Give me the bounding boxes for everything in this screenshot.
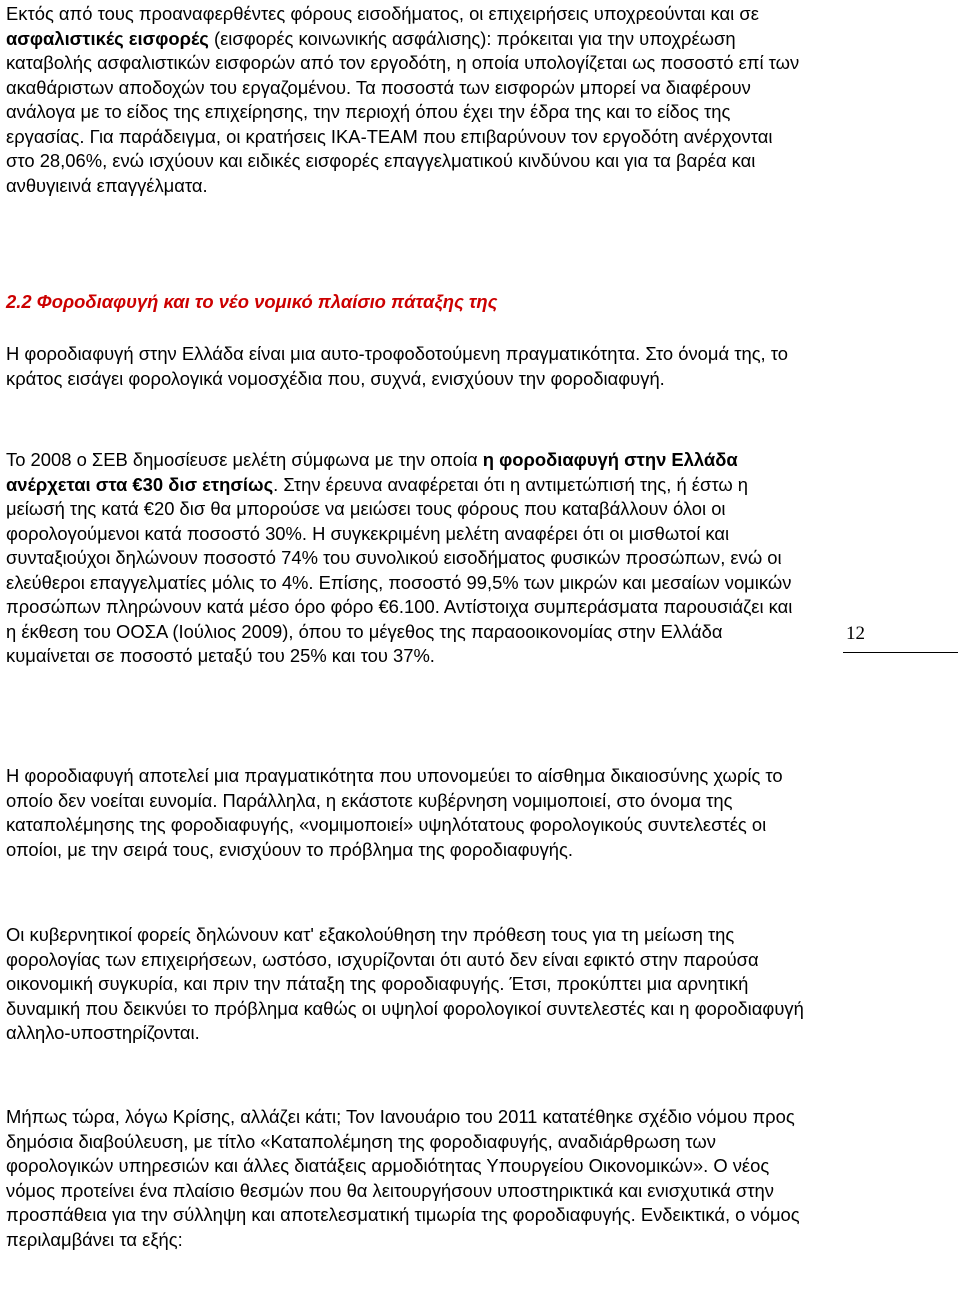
- paragraph-government: Οι κυβερνητικοί φορείς δηλώνουν κατ' εξακολούθηση την πρόθεση τους για τη μείωση της φορολογίας των επιχειρήσεων, ωστόσο, ισχυρίζονται ότι αυτό δεν είναι εφικτό στην παρούσα οικονομική συγκυρία, και πριν την πάταξη της φοροδιαφυγής. Έτσι, προκύπτει μια αρνητική δυναμική που δεικνύει το πρόβλημα καθώς οι υψηλοί φορολογικοί συντελεστές και η φοροδιαφυγή αλληλο-υποστηρίζονται.: [6, 924, 804, 1043]
- paragraph-sev-study: [6, 448, 806, 669]
- p3-text-c: . Στην έρευνα αναφέρεται ότι η αντιμετώπισή της, ή έστω η μείωσή της κατά €20 δισ θα μπορούσε να μειώσει τους φόρους που καταβάλλουν όλοι οι φορολογούμενοι κατά ποσοστό 30%. Η συγκεκριμένη μελέτη αναφέρει ότι οι μισθωτοί και συνταξιούχοι δηλώνουν ποσοστό 74% του συνολικού εισοδήματος φυσικών προσώπων, ενώ οι ελεύθεροι επαγγελματίες μόλις το 4%. Επίσης, ποσοστό 99,5% των μικρών και μεσαίων νομικών προσώπων πληρώνουν κατά μέσο όρο φόρο €6.100. Αντίστοιχα συμπεράσματα παρουσιάζει και η έκθεση του ΟΟΣΑ (Ιούλιος 2009), όπου το μέγεθος της παραοοικονομίας στην Ελλάδα κυμαίνεται σε ποσοστό μεταξύ του 25% και του 37%.: [6, 473, 793, 666]
- paragraph-new-law: Μήπως τώρα, λόγω Κρίσης, αλλάζει κάτι; Τον Ιανουάριο του 2011 κατατέθηκε σχέδιο νόμου προς δημόσια διαβούλευση, με τίτλο «Καταπολέμηση της φοροδιαφυγής, αναδιάρθρωση των φορολογικών υπηρεσιών και άλλες διατάξεις αρμοδιότητας Υπουργείου Οικονομικών». Ο νέος νόμος προτείνει ένα πλαίσιο θεσμών που θα λειτουργήσουν υποστηρικτικά και ενισχυτικά στην προσπάθεια για την σύλληψη και αποτελεσματική τιμωρία της φοροδιαφυγής. Ενδεικτικά, ο νόμος περιλαμβάνει τα εξής:: [6, 1106, 800, 1250]
- paragraph-justice: Η φοροδιαφυγή αποτελεί μια πραγματικότητα που υπονομεύει το αίσθημα δικαιοσύνης χωρίς το οποίο δεν νοείται ευνομία. Παράλληλα, η εκάστοτε κυβέρνηση νομιμοποιεί, στο όνομα της καταπολέμησης της φοροδιαφυγής, «νομιμοποιεί» υψηλότατους φορολογικούς συντελεστές οι οποίοι, με την σειρά τους, ενισχύουν το πρόβλημα της φοροδιαφυγής.: [6, 765, 783, 860]
- page-number: [843, 622, 958, 653]
- paragraph-social-contributions: [6, 2, 806, 198]
- p1-text-bold: ασφαλιστικές εισφορές: [6, 27, 209, 49]
- section-heading: 2.2 Φοροδιαφυγή και το νέο νομικό πλαίσιο πάταξης της: [6, 291, 498, 312]
- p1-text-c: (εισφορές κοινωνικής ασφάλισης): πρόκειται για την υποχρέωση καταβολής ασφαλιστικών εισφορών από τον εργοδότη, η οποία υπολογίζεται ως ποσοστό επί των ακαθάριστων αποδοχών του εργαζομένου. Τα ποσοστά των εισφορών μπορεί να διαφέρουν ανάλογα με το είδος της επιχείρησης, την περιοχή όπου έχει την έδρα της και το είδος της εργασίας. Για παράδειγμα, οι κρατήσεις ΙΚΑ-ΤΕΑΜ που επιβαρύνουν τον εργοδότη ανέρχονται στο 28,06%, ενώ ισχύουν και ειδικές εισφορές επαγγελματικού κινδύνου και για τα βαρέα και ανθυγιεινά επαγγέλματα.: [6, 27, 800, 196]
- p3-text-bold: η φοροδιαφυγή στην Ελλάδα ανέρχεται στα €30 δισ ετησίως: [6, 449, 738, 495]
- paragraph-tax-evasion-intro: Η φοροδιαφυγή στην Ελλάδα είναι μια αυτο-τροφοδοτούμενη πραγματικότητα. Στο όνομά της, το κράτος εισάγει φορολογικά νομοσχέδια που, συχνά, ενισχύουν την φοροδιαφυγή.: [6, 343, 789, 389]
- page-number-text: 12: [846, 623, 865, 644]
- p1-text-a: Εκτός από τους προαναφερθέντες φόρους εισοδήματος, οι επιχειρήσεις υποχρεούνται και σε: [6, 3, 759, 24]
- p3-text-a: Το 2008 ο ΣΕΒ δημοσίευσε μελέτη σύμφωνα με την οποία: [6, 449, 483, 470]
